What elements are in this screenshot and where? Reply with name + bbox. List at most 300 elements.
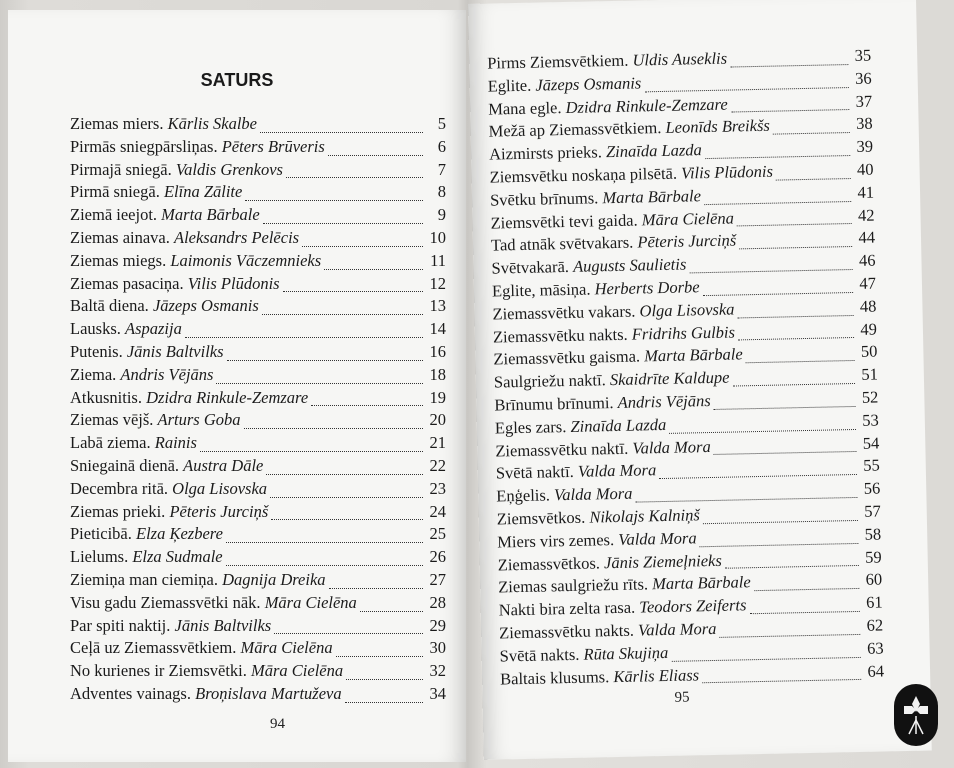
toc-entry-title (498, 550, 722, 575)
dot-leader (286, 177, 423, 178)
poem-title: Pirmā sniegā. (70, 182, 160, 202)
poem-title: Tad atnāk svētvakars. (490, 232, 634, 255)
toc-page-number: 22 (429, 455, 446, 475)
poem-title: Atkusnitis. (70, 387, 142, 407)
toc-page-number: 52 (861, 387, 879, 407)
dot-leader (703, 292, 853, 296)
dot-leader (714, 451, 857, 455)
toc-page-number: 48 (859, 296, 877, 316)
poem-title: Visu gadu Ziemassvētki nāk. (70, 592, 261, 612)
poem-author: Augusts Saulietis (572, 254, 687, 277)
toc-entry-title (70, 479, 267, 499)
poem-author: Austra Dāle (183, 455, 264, 475)
dot-leader (360, 611, 423, 612)
poem-author: Nikolajs Kalniņš (589, 505, 701, 527)
toc-entry-title (498, 573, 751, 598)
poem-title: Miers virs zemes. (497, 529, 615, 552)
poem-title: Putenis. (70, 341, 123, 361)
poem-author: Marta Bārbale (651, 572, 751, 594)
toc-entry (70, 205, 446, 228)
toc-page-number: 64 (867, 660, 885, 681)
toc-page-number: 37 (855, 91, 873, 111)
poem-author: Dzidra Rinkule-Zemzare (146, 387, 309, 407)
toc-page-number: 5 (437, 114, 446, 133)
toc-page-number: 44 (858, 227, 876, 248)
toc-page-number: 35 (854, 45, 872, 65)
dot-leader (346, 679, 423, 680)
poem-author: Valda Mora (637, 618, 717, 640)
poem-author: Olga Lisovska (172, 478, 268, 498)
poem-title: Lausks. (70, 319, 121, 339)
toc-entry-title (495, 415, 667, 439)
dot-leader (738, 337, 854, 340)
watermark-logo (894, 684, 938, 746)
dot-leader (271, 519, 423, 520)
toc-entry (70, 570, 446, 593)
toc-entry (70, 684, 446, 707)
poem-title: Ceļā uz Ziemassvētkiem. (70, 638, 237, 658)
toc-entry-title (70, 456, 263, 476)
toc-entry (70, 433, 446, 456)
dot-leader (733, 383, 855, 387)
poem-title: Ziemas miegs. (70, 250, 167, 270)
poem-author: Valda Mora (632, 436, 711, 458)
toc-entry-title (70, 342, 224, 362)
poem-title: Labā ziema. (70, 433, 151, 453)
poem-title: Svētā nakts. (499, 644, 580, 666)
toc-page-number: 42 (857, 205, 875, 225)
dot-leader (302, 246, 423, 247)
poem-title: Ziemsvētkos. (496, 507, 586, 529)
dot-leader (705, 155, 850, 159)
dot-leader (739, 246, 852, 249)
dot-leader (329, 588, 423, 589)
poem-author: Māra Cielēna (251, 661, 344, 681)
toc-page-number: 58 (864, 524, 882, 544)
poem-author: Pēteris Jurciņš (169, 501, 269, 521)
toc-page-number: 39 (856, 136, 874, 157)
poem-author: Leonīds Breikšs (665, 116, 771, 138)
toc-entry-title (488, 73, 642, 96)
poem-title: Eglite. (487, 75, 532, 96)
toc-entry-title (491, 231, 737, 256)
toc-page-number: 61 (865, 592, 883, 612)
toc-page-number: 51 (861, 364, 879, 384)
poem-author: Valda Mora (553, 483, 633, 505)
poem-author: Māra Cielēna (641, 208, 735, 229)
toc-page-number: 56 (863, 478, 881, 498)
toc-page-number: 36 (854, 68, 872, 88)
poem-author: Dzidra Rinkule-Zemzare (565, 94, 728, 117)
toc-entry (70, 296, 446, 319)
toc-page-number: 50 (860, 341, 878, 362)
dot-leader (773, 132, 850, 135)
poem-author: Rūta Skujiņa (583, 642, 669, 664)
toc-entry-title (493, 345, 743, 370)
toc-page-number: 38 (855, 113, 873, 134)
toc-entry (70, 638, 446, 661)
poem-author: Teodors Zeiferts (639, 595, 747, 617)
poem-author: Elza Sudmale (132, 547, 223, 567)
toc-page-number: 41 (857, 182, 875, 202)
dot-leader (703, 520, 858, 524)
dot-leader (704, 201, 851, 205)
poem-title: Ziemas miers. (70, 114, 164, 133)
poem-title: Egles zars. (494, 416, 567, 438)
poem-author: Aspazija (125, 319, 182, 339)
toc-entry-title (497, 528, 697, 552)
poem-author: Jānis Baltvilks (174, 615, 272, 635)
poem-author: Vilis Plūdonis (187, 273, 280, 293)
toc-entry (70, 524, 446, 547)
toc-page-number: 54 (862, 433, 880, 453)
dot-leader (227, 360, 423, 361)
toc-page-number: 40 (856, 159, 874, 179)
poem-author: Rainis (154, 433, 197, 453)
poem-title: Eņģelis. (496, 485, 551, 506)
toc-entry-title (492, 299, 734, 324)
poem-author: Zinaīda Lazda (570, 414, 667, 436)
poem-author: Olga Lisovska (639, 299, 735, 321)
poem-title: Ziemassvētku nakts. (498, 620, 635, 643)
poem-title: Svētvakarā. (491, 257, 570, 278)
dot-leader (689, 269, 852, 273)
toc-entry (70, 616, 446, 639)
poem-author: Māra Cielēna (240, 638, 333, 658)
dot-leader (262, 314, 423, 315)
toc-page-number: 49 (860, 319, 878, 339)
poem-title: Pieticibā. (70, 524, 132, 544)
toc-entry (70, 456, 446, 479)
toc-page-number: 30 (429, 638, 446, 658)
dot-leader (260, 132, 423, 133)
toc-page-number: 26 (429, 547, 446, 567)
toc-entry-title (70, 160, 283, 180)
dot-leader (274, 633, 423, 634)
dot-leader (754, 588, 859, 591)
toc-entry-title (487, 49, 727, 74)
poem-title: Ziemassvētku gaisma. (493, 346, 641, 369)
page-number-right: 95 (674, 689, 690, 706)
dot-leader (659, 474, 857, 479)
toc-entry-title (70, 433, 197, 453)
poem-author: Andris Vējāns (120, 364, 214, 384)
dot-leader (746, 360, 855, 363)
toc-entry-title (496, 461, 657, 484)
toc-page-number: 53 (862, 410, 879, 430)
toc-entry-title (70, 524, 223, 544)
toc-entry-title (489, 140, 702, 164)
poem-title: Par spiti naktij. (70, 615, 171, 635)
poem-author: Zinaīda Lazda (605, 140, 703, 162)
poem-author: Vilis Plūdonis (680, 161, 774, 183)
poem-author: Uldis Auseklis (632, 48, 728, 70)
poem-author: Jānis Baltvilks (126, 341, 224, 361)
toc-page-number: 24 (429, 501, 446, 521)
poem-author: Skaidrīte Kaldupe (609, 367, 730, 390)
toc-page-number: 60 (865, 569, 883, 590)
toc-heading: SATURS (200, 70, 274, 90)
toc-page-number: 47 (859, 273, 877, 293)
toc-entry (70, 479, 446, 502)
dot-leader (226, 542, 423, 543)
poem-title: Mana egle. (487, 97, 562, 119)
toc-entry-title (499, 643, 668, 667)
toc-entry-title (496, 484, 633, 507)
poem-author: Valdis Grenkovs (175, 159, 283, 179)
toc-entry (70, 593, 446, 616)
poem-title: Brīnumu brīnumi. (494, 392, 614, 415)
toc-page-number: 57 (864, 501, 881, 521)
poem-title: Eglite, māsiņa. (491, 279, 591, 301)
toc-entry (70, 365, 446, 388)
poem-title: Ziemassvētkos. (497, 552, 601, 575)
poem-author: Valda Mora (618, 528, 697, 549)
dot-leader (776, 178, 851, 181)
poem-title: Adventes vainags. (70, 683, 191, 703)
toc-entry (70, 342, 446, 365)
poem-title: Lielums. (70, 547, 129, 567)
poem-title: Ziemas pasaciņa. (70, 273, 184, 293)
dot-leader (644, 87, 848, 92)
dot-leader (324, 269, 423, 270)
dot-leader (750, 611, 860, 614)
toc-page-number: 25 (429, 524, 446, 544)
dot-leader (738, 315, 854, 318)
toc-entry-title (494, 368, 730, 393)
toc-page-number: 55 (863, 455, 880, 476)
poem-author: Jāzeps Osmanis (152, 296, 259, 316)
toc-list-right (487, 46, 884, 692)
dot-leader (336, 656, 423, 657)
poem-title: No kurienes ir Ziemsvētki. (70, 661, 247, 681)
poem-author: Pēters Brūveris (221, 136, 325, 156)
poem-title: Saulgriežu naktī. (493, 370, 606, 392)
toc-entry (70, 547, 446, 570)
toc-entry-title (70, 365, 213, 385)
toc-page-number: 28 (429, 592, 446, 612)
dot-leader (185, 337, 423, 338)
dot-leader (216, 383, 423, 384)
toc-entry-title (70, 684, 342, 704)
toc-entry (70, 319, 446, 342)
dot-leader (345, 702, 423, 703)
toc-page-number: 8 (437, 182, 446, 202)
toc-entry-title (70, 570, 326, 590)
toc-entry-title (70, 319, 182, 339)
poem-author: Elza Ķezbere (135, 524, 223, 544)
toc-entry-title (70, 547, 223, 567)
dot-leader (700, 542, 859, 546)
poem-author: Andris Vējāns (617, 390, 711, 412)
poem-author: Dagnija Dreika (222, 569, 326, 589)
toc-entry (70, 114, 446, 137)
toc-page-number: 11 (430, 250, 446, 270)
dot-leader (702, 679, 861, 683)
poem-title: Mežā ap Ziemassvētkiem. (488, 118, 662, 141)
poem-title: Ziemassvētku naktī. (495, 438, 629, 461)
toc-entry-title (70, 502, 268, 522)
poem-author: Pēteris Jurciņš (637, 230, 737, 252)
toc-list-left (70, 114, 446, 707)
poem-title: Aizmirsts prieks. (488, 142, 603, 164)
toc-entry-title (494, 391, 711, 416)
toc-page-number: 34 (429, 683, 446, 703)
dot-leader (730, 64, 848, 67)
dot-leader (671, 656, 860, 661)
toc-entry-title (70, 251, 321, 271)
poem-title: Pirmajā sniegā. (70, 159, 172, 179)
poem-title: Ziemiņa man ciemiņa. (70, 569, 218, 589)
poem-title: Ziemsvētku noskaņa pilsētā. (489, 163, 678, 187)
toc-entry-title (70, 114, 257, 134)
dot-leader (226, 565, 423, 566)
toc-page-number: 18 (429, 364, 446, 384)
toc-entry (70, 228, 446, 251)
toc-entry-title (70, 410, 241, 430)
toc-page-number: 29 (429, 615, 446, 635)
poem-author: Māra Cielēna (264, 592, 357, 612)
poem-title: Svētā naktī. (495, 462, 574, 483)
poem-title: Sniegainā dienā. (70, 455, 180, 475)
toc-entry-title (499, 619, 717, 644)
left-page (8, 10, 466, 762)
toc-entry-title (70, 661, 343, 681)
poem-title: Ziemas prieki. (70, 501, 166, 521)
toc-entry (70, 661, 446, 684)
dot-leader (266, 474, 423, 475)
toc-page-number: 12 (429, 273, 446, 293)
dot-leader (263, 223, 423, 224)
poem-title: Ziemassvētku vakars. (492, 301, 636, 324)
poem-author: Herberts Dorbe (594, 277, 700, 299)
poem-title: Baltais klusums. (499, 666, 610, 688)
toc-page-number: 46 (858, 250, 876, 271)
toc-page-number: 9 (437, 205, 446, 225)
poem-author: Valda Mora (577, 460, 657, 482)
toc-page-number: 63 (866, 638, 884, 658)
poem-title: Ziemas ainava. (70, 227, 170, 247)
dot-leader (669, 429, 856, 434)
toc-entry-title (491, 255, 686, 279)
poem-author: Marta Bārbale (602, 185, 702, 208)
poem-author: Aleksandrs Pelēcis (174, 227, 300, 247)
poem-title: Decembra ritā. (70, 478, 169, 498)
toc-entry-title (70, 593, 357, 613)
dot-leader (244, 428, 424, 429)
toc-entry (70, 251, 446, 274)
toc-page-number: 14 (429, 319, 446, 339)
poem-title: Ziemā ieejot. (70, 205, 158, 225)
poem-author: Kārlis Skalbe (167, 114, 257, 133)
toc-entry (70, 410, 446, 433)
dot-leader (725, 565, 859, 569)
poem-title: Baltā diena. (70, 296, 149, 316)
right-page (468, 0, 932, 760)
toc-page-number: 21 (429, 433, 446, 453)
dot-leader (720, 634, 861, 638)
toc-entry (70, 182, 446, 205)
poem-author: Elīna Zālite (163, 182, 243, 202)
dot-leader (270, 497, 423, 498)
page-number-left: 94 (270, 716, 285, 732)
toc-entry-title (70, 296, 259, 316)
toc-entry-title (70, 228, 299, 248)
toc-entry-title (490, 208, 734, 233)
poem-author: Marta Bārbale (161, 205, 260, 225)
toc-page-number: 32 (429, 661, 446, 681)
dot-leader (731, 109, 849, 112)
dot-leader (737, 223, 852, 226)
toc-page-number: 20 (429, 410, 446, 430)
poem-author: Jāzeps Osmanis (535, 73, 642, 95)
toc-entry (70, 502, 446, 525)
toc-page-number: 13 (429, 296, 446, 316)
poem-title: Ziemas saulgriežu rīts. (498, 574, 649, 597)
dot-leader (200, 451, 423, 452)
toc-entry-title (70, 638, 333, 658)
poem-title: Pirms Ziemsvētkiem. (487, 50, 629, 73)
poem-title: Pirmās sniegpārsliņas. (70, 136, 218, 156)
toc-page-number: 27 (429, 569, 446, 589)
toc-entry-title (70, 182, 242, 202)
toc-entry-title (495, 437, 711, 462)
toc-entry-title (500, 665, 699, 689)
dot-leader (283, 291, 423, 292)
dot-leader (311, 405, 423, 406)
toc-entry (70, 160, 446, 183)
toc-entry-title (70, 205, 260, 225)
poem-author: Laimonis Vāczemnieks (170, 250, 322, 270)
toc-page-number: 10 (429, 227, 446, 247)
poem-author: Marta Bārbale (643, 344, 743, 366)
toc-page-number: 23 (429, 478, 446, 498)
poem-title: Ziema. (70, 364, 117, 384)
poem-author: Broņislava Martuževa (195, 683, 342, 703)
toc-page-number: 59 (864, 546, 882, 567)
toc-entry-title (70, 616, 271, 636)
toc-entry-title (497, 505, 700, 529)
dot-leader (328, 155, 423, 156)
toc-entry (70, 388, 446, 411)
poem-title: Nakti bira zelta rasa. (498, 597, 636, 620)
dot-leader (714, 406, 856, 410)
poem-title: Ziemas vējš. (70, 410, 154, 430)
toc-entry-title (490, 186, 701, 210)
poem-author: Arturs Goba (157, 410, 241, 430)
toc-entry-title (492, 277, 700, 301)
toc-page-number: 7 (437, 159, 446, 179)
poem-title: Ziemsvētki tevi gaida. (490, 210, 638, 233)
poem-author: Kārlis Eliass (613, 664, 700, 686)
poem-title: Svētku brīnums. (489, 188, 599, 210)
poem-author: Jānis Ziemeļnieks (603, 550, 722, 572)
toc-entry-title (70, 388, 308, 408)
toc-entry-title (493, 322, 735, 347)
toc-page-number: 19 (429, 387, 446, 407)
toc-entry-title (70, 274, 280, 294)
toc-entry-title (499, 595, 747, 620)
toc-entry-title (488, 94, 728, 119)
dot-leader (245, 200, 423, 201)
poem-title: Ziemassvētku nakts. (492, 324, 628, 347)
poem-author: Fridrihs Gulbis (631, 322, 736, 344)
toc-page-number: 62 (866, 615, 884, 635)
toc-entry-title (70, 137, 325, 157)
toc-entry (70, 274, 446, 297)
toc-page-number: 16 (429, 341, 446, 361)
toc-page-number: 6 (437, 136, 446, 156)
